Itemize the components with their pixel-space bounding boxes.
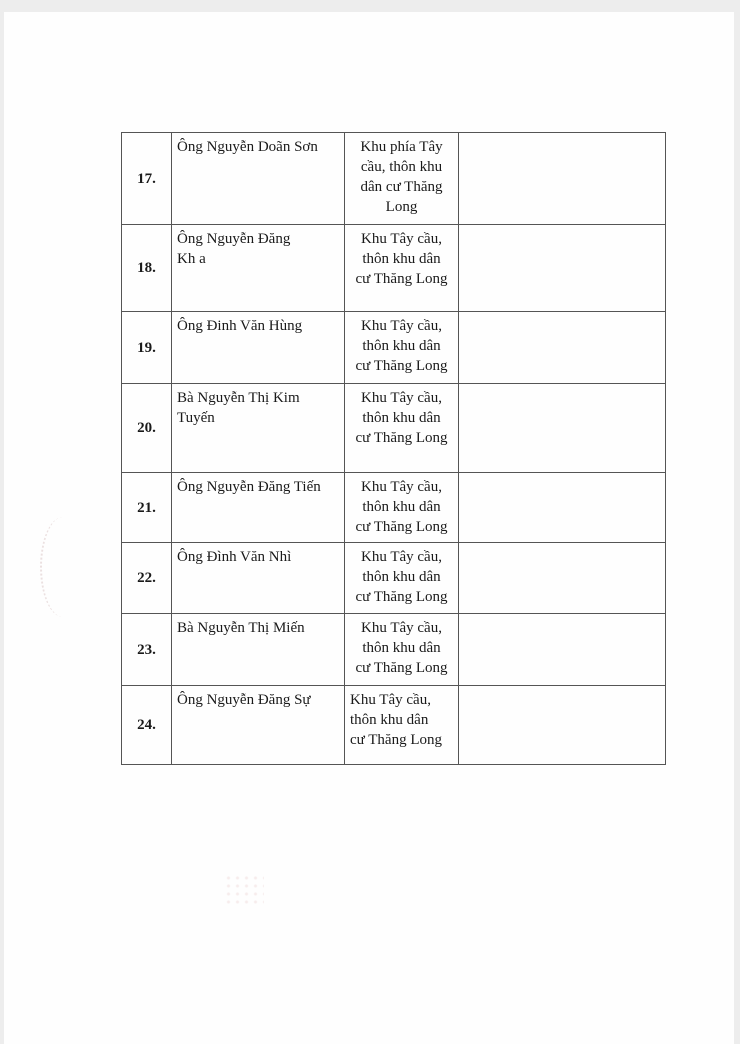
table-row	[122, 543, 666, 614]
table-row	[122, 384, 666, 473]
person-name-line: Tuyến	[177, 410, 215, 426]
table-row	[122, 133, 666, 225]
address	[345, 133, 459, 225]
note-cell	[459, 543, 666, 614]
table-row	[122, 614, 666, 686]
address-line: Khu Tây cầu,	[361, 318, 442, 334]
address-line: cư Thăng Long	[355, 519, 448, 535]
address-line: thôn khu dân	[362, 410, 441, 426]
person-name	[172, 384, 345, 473]
address-line: thôn khu dân	[362, 251, 441, 267]
person-name	[172, 543, 345, 614]
address-line: cư Thăng Long	[350, 732, 442, 748]
address-line: cư Thăng Long	[355, 271, 448, 287]
address	[345, 312, 459, 384]
row-number: 20.	[122, 384, 172, 473]
address-line: dân cư Thăng	[360, 179, 443, 195]
recipients-table	[121, 132, 666, 765]
table-body	[122, 133, 666, 765]
row-number: 21.	[122, 473, 172, 543]
address-line: thôn khu dân	[362, 569, 441, 585]
address-line: Khu Tây cầu,	[361, 620, 442, 636]
person-name	[172, 473, 345, 543]
row-number: 22.	[122, 543, 172, 614]
address	[345, 543, 459, 614]
address	[345, 384, 459, 473]
address	[345, 473, 459, 543]
note-cell	[459, 686, 666, 765]
person-name-line: Bà Nguyễn Thị Kim	[177, 390, 300, 406]
note-cell	[459, 473, 666, 543]
address	[345, 614, 459, 686]
address-line: thôn khu dân	[350, 712, 429, 728]
address-line: cư Thăng Long	[355, 358, 448, 374]
table-row	[122, 225, 666, 312]
address-line: cư Thăng Long	[355, 589, 448, 605]
note-cell	[459, 384, 666, 473]
address	[345, 225, 459, 312]
row-number: 17.	[122, 133, 172, 225]
person-name-line: Ông Nguyễn Đăng Tiến	[177, 479, 321, 495]
table-row	[122, 686, 666, 765]
note-cell	[459, 133, 666, 225]
note-cell	[459, 312, 666, 384]
person-name-line: Ông Nguyễn Đăng Sự	[177, 692, 311, 708]
address-line: Khu Tây cầu,	[350, 692, 431, 708]
person-name	[172, 312, 345, 384]
person-name-line: Kh a	[177, 251, 206, 267]
address-line: thôn khu dân	[362, 499, 441, 515]
note-cell	[459, 225, 666, 312]
person-name-line: Bà Nguyễn Thị Miến	[177, 620, 305, 636]
table-row	[122, 473, 666, 543]
faint-stamp-mark	[40, 517, 86, 617]
row-number: 23.	[122, 614, 172, 686]
person-name	[172, 225, 345, 312]
person-name	[172, 686, 345, 765]
row-number: 24.	[122, 686, 172, 765]
address-line: thôn khu dân	[362, 640, 441, 656]
person-name-line: Ông Nguyễn Đăng	[177, 231, 291, 247]
address-line: cư Thăng Long	[355, 430, 448, 446]
row-number: 18.	[122, 225, 172, 312]
address-line: cầu, thôn khu	[360, 159, 443, 175]
person-name-line: Ông Đình Văn Nhì	[177, 549, 292, 565]
address-line: Khu Tây cầu,	[361, 390, 442, 406]
address-line: Khu Tây cầu,	[361, 549, 442, 565]
person-name	[172, 614, 345, 686]
table-row	[122, 312, 666, 384]
person-name	[172, 133, 345, 225]
person-name-line: Ông Nguyễn Doãn Sơn	[177, 139, 318, 155]
person-name-line: Ông Đinh Văn Hùng	[177, 318, 303, 334]
address-line: Long	[385, 199, 418, 215]
address-line: thôn khu dân	[362, 338, 441, 354]
note-cell	[459, 614, 666, 686]
faint-speckle-mark	[224, 874, 264, 904]
address-line: Khu Tây cầu,	[361, 479, 442, 495]
address-line: Khu phía Tây	[360, 139, 443, 155]
address	[345, 686, 459, 765]
row-number: 19.	[122, 312, 172, 384]
address-line: cư Thăng Long	[355, 660, 448, 676]
address-line: Khu Tây cầu,	[361, 231, 442, 247]
